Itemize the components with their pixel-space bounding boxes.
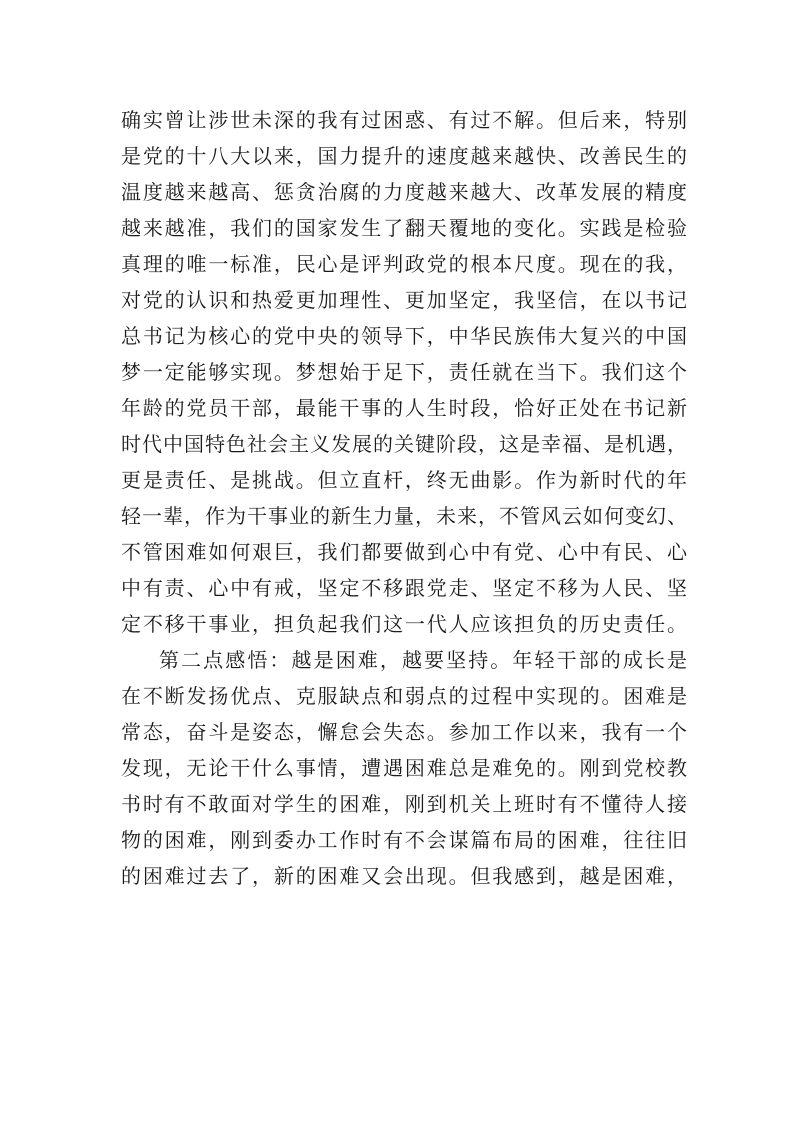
text-line: 年龄的党员干部，最能干事的人生时段，恰好正处在书记新 bbox=[121, 396, 687, 420]
text-line: 不管困难如何艰巨，我们都要做到心中有党、心中有民、心 bbox=[121, 540, 687, 564]
text-line: 的困难过去了，新的困难又会出现。但我感到，越是困难， bbox=[121, 864, 687, 888]
body-text bbox=[121, 102, 687, 894]
text-line: 总书记为核心的党中央的领导下，中华民族伟大复兴的中国 bbox=[121, 324, 687, 348]
text-line: 时代中国特色社会主义发展的关键阶段，这是幸福、是机遇， bbox=[121, 432, 687, 456]
text-line: 物的困难，刚到委办工作时有不会谋篇布局的困难，往往旧 bbox=[121, 828, 687, 852]
paragraph-start-line: 第二点感悟：越是困难，越要坚持。年轻干部的成长是 bbox=[159, 648, 687, 672]
text-line: 书时有不敢面对学生的困难，刚到机关上班时有不懂待人接 bbox=[121, 792, 687, 816]
text-line: 真理的唯一标准，民心是评判政党的根本尺度。现在的我， bbox=[121, 252, 687, 276]
text-line: 是党的十八大以来，国力提升的速度越来越快、改善民生的 bbox=[121, 144, 687, 168]
text-line: 越来越准，我们的国家发生了翻天覆地的变化。实践是检验 bbox=[121, 216, 687, 240]
text-line: 确实曾让涉世未深的我有过困惑、有过不解。但后来，特别 bbox=[121, 108, 687, 132]
text-line: 温度越来越高、惩贪治腐的力度越来越大、改革发展的精度 bbox=[121, 180, 687, 204]
text-line: 常态，奋斗是姿态，懈怠会失态。参加工作以来，我有一个 bbox=[121, 720, 687, 744]
text-line: 轻一辈，作为干事业的新生力量，未来，不管风云如何变幻、 bbox=[121, 504, 687, 528]
text-line: 中有责、心中有戒，坚定不移跟党走、坚定不移为人民、坚 bbox=[121, 576, 687, 600]
text-line: 在不断发扬优点、克服缺点和弱点的过程中实现的。困难是 bbox=[121, 684, 687, 708]
text-line: 对党的认识和热爱更加理性、更加坚定，我坚信，在以书记 bbox=[121, 288, 687, 312]
text-line: 更是责任、是挑战。但立直杆，终无曲影。作为新时代的年 bbox=[121, 468, 687, 492]
text-line: 定不移干事业，担负起我们这一代人应该担负的历史责任。 bbox=[121, 612, 687, 636]
text-line: 发现，无论干什么事情，遭遇困难总是难免的。刚到党校教 bbox=[121, 756, 687, 780]
text-line: 梦一定能够实现。梦想始于足下，责任就在当下。我们这个 bbox=[121, 360, 687, 384]
